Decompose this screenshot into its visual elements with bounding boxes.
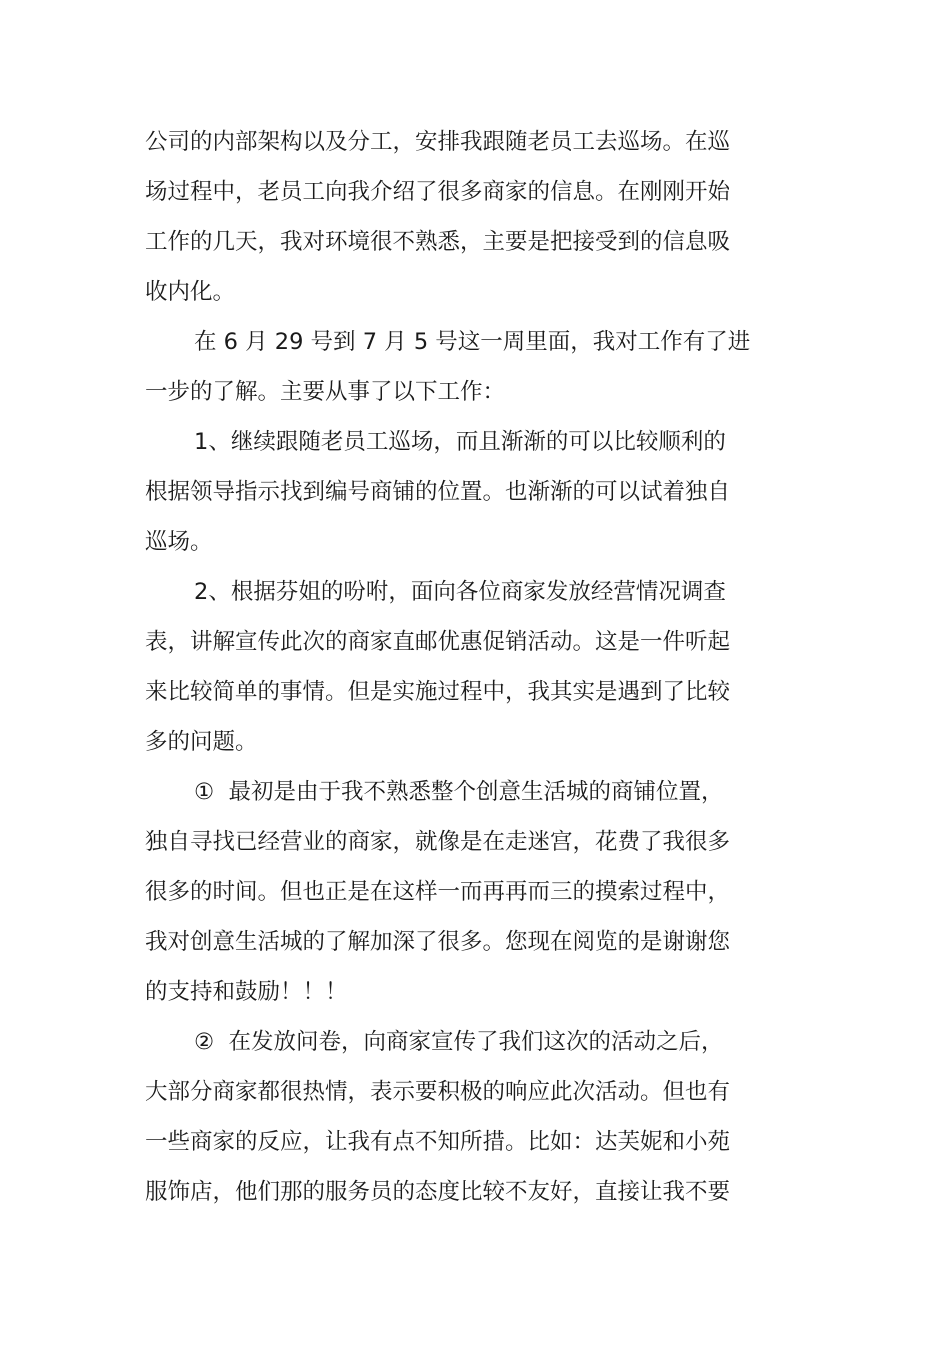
text-line-11: 表，讲解宣传此次的商家直邮优惠促销活动。这是一件听起: [145, 629, 731, 655]
text-line-12: 来比较简单的事情。但是实施过程中，我其实是遇到了比较: [145, 679, 731, 705]
text-line-22: 服饰店，他们那的服务员的态度比较不友好，直接让我不要: [145, 1179, 731, 1205]
text-line-9: 巡场。: [145, 529, 213, 555]
text-line-8: 根据领导指示找到编号商铺的位置。也渐渐的可以试着独自: [145, 479, 731, 505]
text-line-4: 收内化。: [145, 279, 236, 305]
text-line-2: 场过程中，老员工向我介绍了很多商家的信息。在刚刚开始: [145, 179, 731, 205]
text-line-21: 一些商家的反应，让我有点不知所措。比如：达芙妮和小苑: [145, 1129, 731, 1155]
text-line-5: 在 6 月 29 号到 7 月 5 号这一周里面，我对工作有了进: [194, 329, 751, 355]
text-line-19: ② 在发放问卷，向商家宣传了我们这次的活动之后，: [194, 1029, 724, 1055]
text-line-18: 的支持和鼓励！！！: [145, 979, 348, 1005]
text-line-16: 很多的时间。但也正是在这样一而再再而三的摸索过程中，: [145, 879, 731, 905]
text-line-6: 一步的了解。主要从事了以下工作：: [145, 379, 506, 405]
text-line-13: 多的问题。: [145, 729, 258, 755]
text-line-3: 工作的几天，我对环境很不熟悉，主要是把接受到的信息吸: [145, 229, 731, 255]
text-line-10: 2、根据芬姐的吩咐，面向各位商家发放经营情况调查: [194, 579, 726, 605]
text-line-7: 1、继续跟随老员工巡场，而且渐渐的可以比较顺利的: [194, 429, 726, 455]
text-line-1: 公司的内部架构以及分工，安排我跟随老员工去巡场。在巡: [145, 129, 731, 155]
text-line-17: 我对创意生活城的了解加深了很多。您现在阅览的是谢谢您: [145, 929, 731, 955]
text-line-14: ① 最初是由于我不熟悉整个创意生活城的商铺位置，: [194, 779, 724, 805]
text-line-20: 大部分商家都很热情，表示要积极的响应此次活动。但也有: [145, 1079, 731, 1105]
text-line-15: 独自寻找已经营业的商家，就像是在走迷宫，花费了我很多: [145, 829, 731, 855]
